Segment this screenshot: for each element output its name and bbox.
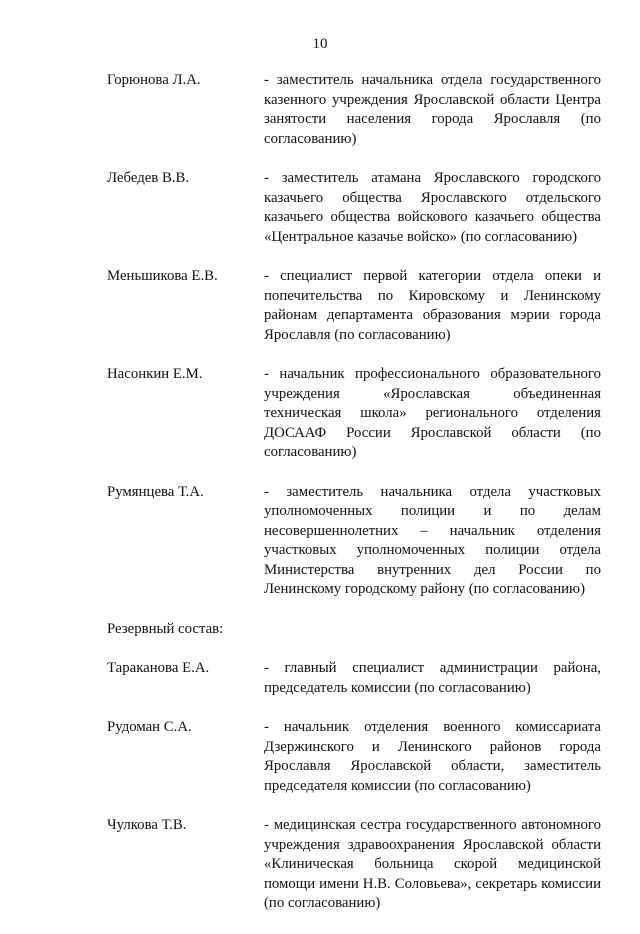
member-role: - начальник отделения военного комиссариата Дзержинского и Ленинского районов города Ярославля Ярославской области, заместитель председателя комиссии (по согласованию): [264, 719, 601, 794]
reserve-member-entry: [107, 816, 601, 914]
member-role: - главный специалист администрации района, председатель комиссии (по согласованию): [264, 660, 601, 696]
member-list: [107, 71, 601, 934]
member-name: Лебедев В.В.: [107, 170, 190, 186]
member-role: - заместитель атамана Ярославского городского казачьего общества Ярославского отдельского казачьего общества войскового казачьего общества «Центральное казачье войско» (по согласованию): [264, 170, 601, 245]
reserve-member-entry: [107, 718, 601, 796]
reserve-member-entry: [107, 659, 601, 698]
member-name: Горюнова Л.А.: [107, 72, 201, 88]
member-role: - специалист первой категории отдела опеки и попечительства по Кировскому и Ленинскому районам департамента образования мэрии города Ярославля (по согласованию): [264, 268, 601, 343]
member-name: Тараканова Е.А.: [107, 660, 210, 676]
member-role: - медицинская сестра государственного автономного учреждения здравоохранения Ярославской области «Клиническая больница скорой медицинской помощи имени Н.В. Соловьева», секретарь комиссии (по согласованию): [264, 817, 601, 911]
member-name: Румянцева Т.А.: [107, 483, 204, 500]
member-role: - заместитель начальника отдела государственного казенного учреждения Ярославской области Центра занятости населения города Ярославля (по согласованию): [264, 72, 601, 147]
member-entry: [107, 365, 601, 463]
member-entry: [107, 267, 601, 345]
reserve-section-heading: Резервный состав:: [107, 620, 224, 637]
member-name: Насонкин Е.М.: [107, 366, 203, 382]
member-name: Чулкова Т.В.: [107, 817, 187, 833]
member-role: - заместитель начальника отдела участковых уполномоченных полиции и по делам несовершеннолетних – начальник отделения участковых уполномоченных полиции отдела Министерства внутренних дел России по Ленинскому городскому району (по согласованию): [264, 483, 601, 597]
member-entry: [107, 169, 601, 247]
member-entry: [107, 71, 601, 149]
member-entry: [107, 483, 601, 600]
member-name: Рудоман С.А.: [107, 719, 192, 735]
member-name: Меньшикова Е.В.: [107, 268, 218, 284]
member-role: - начальник профессионального образовательного учреждения «Ярославская объединенная техническая школа» регионального отделения ДОСААФ России Ярославской области (по согласованию): [264, 366, 601, 460]
page-number: 10: [312, 36, 328, 52]
